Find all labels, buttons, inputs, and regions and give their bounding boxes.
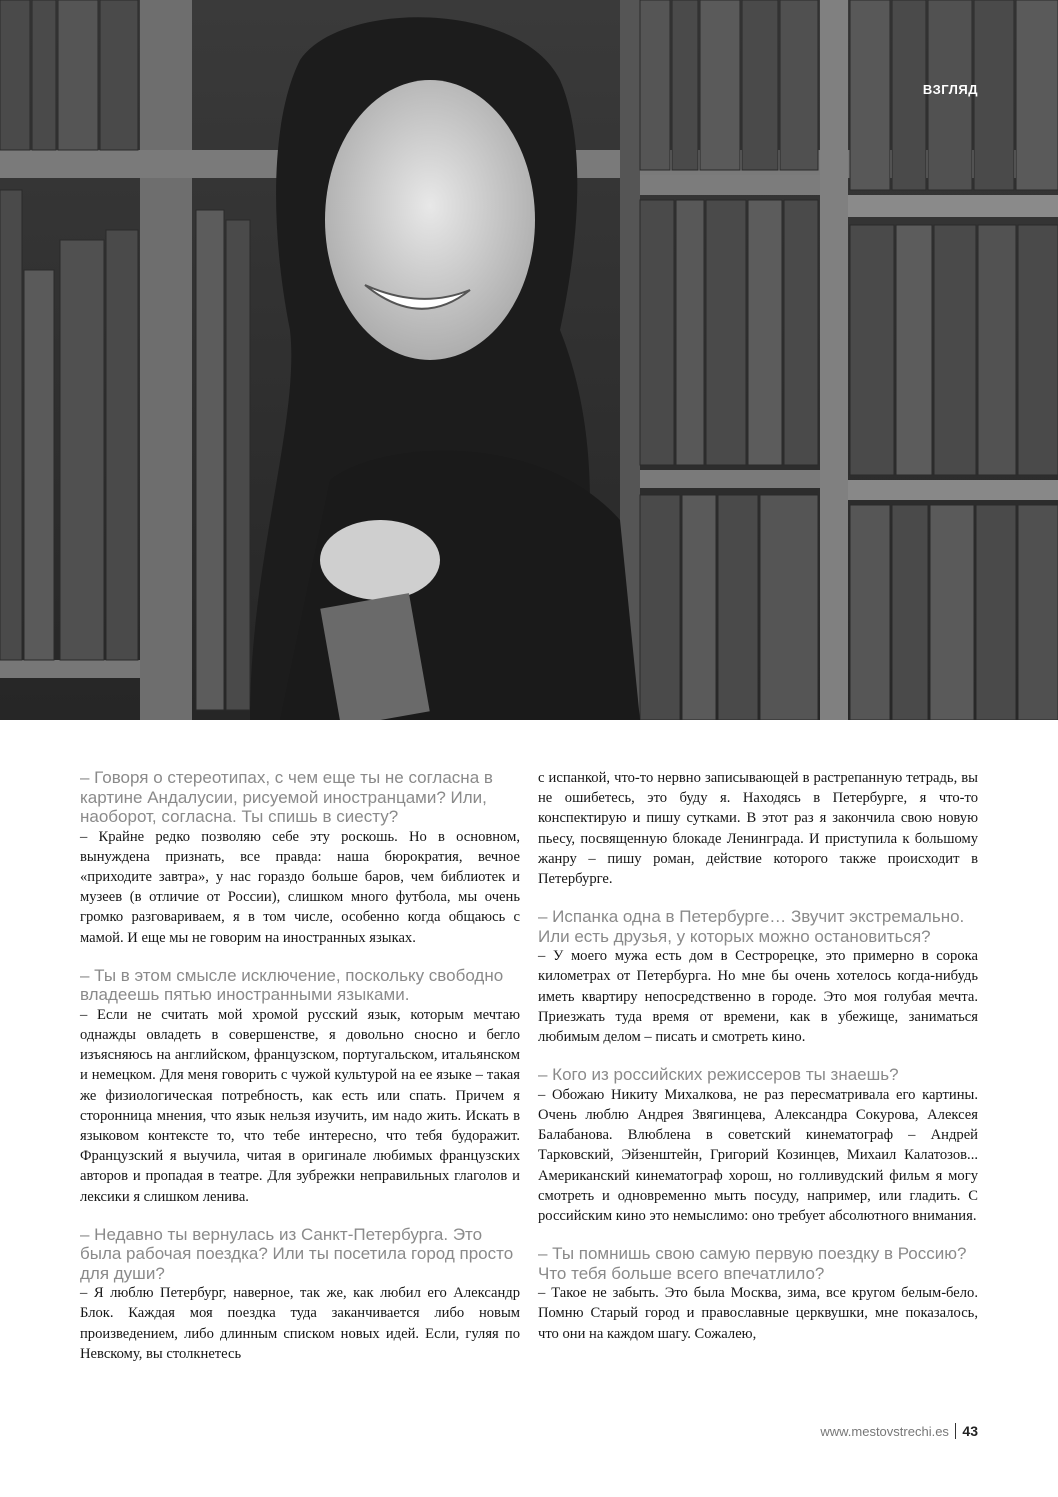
- question: – Испанка одна в Петербурге… Звучит экстремально. Или есть друзья, у которых можно остановиться?: [538, 907, 965, 946]
- question: – Ты в этом смысле исключение, поскольку свободно владеешь пятью иностранными языками.: [80, 965, 504, 1005]
- website-link[interactable]: www.mestovstrechi.es: [820, 1423, 949, 1439]
- page-footer: [820, 1423, 978, 1439]
- question: – Ты помнишь свою самую первую поездку в Россию? Что тебя больше всего впечатлило?: [538, 1244, 967, 1283]
- qa-block: [538, 907, 978, 1047]
- answer: – Такое не забыть. Это была Москва, зима, все кругом белым-бело. Помню Старый город и православные церквушки, мне показалось, что они на каждом шагу. Сожалею,: [538, 1285, 978, 1342]
- left-column: [80, 768, 520, 1382]
- qa-block: [538, 1244, 978, 1344]
- qa-block: [80, 1225, 520, 1364]
- answer: – Если не считать мой хромой русский язык, которым мечтаю однажды овладеть в совершенстве, я довольно сносно и бегло изъясняюсь на английском, французском, португальском, итальянском и немецком. Для меня говорить с чужой культурой на ее языке – такая же физиологическая потребность, как есть или спать. Причем я сторонница мнения, что язык нельзя изучить, им надо жить. Искать в языковом контексте то, что тебе интересно, что тебя будоражит. Французский я выучила, читая в оригинале любимых французских авторов и пропадая в театре. Для зубрежки неправильных глаголов и лексики я слишком ленива.: [80, 1006, 520, 1205]
- question: – Говоря о стереотипах, с чем еще ты не согласна в картине Андалусии, рисуемой иностранцами? Или, наоборот, согласна. Ты спишь в сиесту?: [80, 768, 493, 826]
- answer: – Крайне редко позволяю себе эту роскошь. Но в основном, вынуждена признать, все правда: наша бюрократия, вечное «приходите завтра», у нас гораздо больше баров, чем библиотек и музеев (в отличие от России), слишком много футбола, мы очень громко разговариваем, я в том числе, особенно когда общаюсь с мамой. И еще мы не говорим на иностранных языках.: [80, 828, 520, 946]
- answer: – Обожаю Никиту Михалкова, не раз пересматривала его картины. Очень люблю Андрея Звягинцева, Александра Сокурова, Алексея Балабанова. Влюблена в советский кинематограф – Андрей Тарковский, Эйзенштейн, Григорий Козинцев, Михаил Калатозов... Американский кинематограф хорош, но голливудский фильм я могу смотреть и одновременно мыть посуду, например, или гладить. С российским кино это немыслимо: оно требует абсолютного внимания.: [538, 1086, 978, 1224]
- qa-block: [538, 1065, 978, 1226]
- section-label: взгляд: [922, 78, 978, 99]
- qa-block: [80, 966, 520, 1207]
- question: – Кого из российских режиссеров ты знаешь?: [538, 1065, 899, 1085]
- question: – Недавно ты вернулась из Санкт-Петербурга. Это была рабочая поездка? Или ты посетила город просто для души?: [80, 1224, 514, 1283]
- answer-continuation: с испанкой, что-то нервно записывающей в растрепанную тетрадь, вы не ошибетесь, это буду я. Находясь в Петербурге, я что-то конспектирую и пишу сутками. В этот раз я закончила свою новую пьесу, посвященную блокаде Ленинграда. И приступила к большому жанру – пишу роман, действие которого также происходит в Петербурге.: [538, 770, 978, 888]
- qa-block: [80, 768, 520, 948]
- answer: – У моего мужа есть дом в Сестрорецке, это примерно в сорока километрах от Петербурга. Но мне бы очень хотелось когда-нибудь иметь квартиру непосредственно в городе. Это моя голубая мечта. Приезжать туда время от времени, как в убежище, заниматься любимым делом – писать и смотреть кино.: [538, 948, 978, 1046]
- page-number: 43: [962, 1423, 978, 1439]
- right-column: [538, 768, 978, 1362]
- footer-divider: [955, 1423, 957, 1439]
- portrait-photo: [0, 0, 1058, 720]
- answer: – Я люблю Петербург, наверное, так же, как любил его Александр Блок. Каждая моя поездка туда заканчивается либо новым произведением, либо длинным списком новых идей. Если, гуляя по Невскому, вы столкнетесь: [80, 1285, 520, 1362]
